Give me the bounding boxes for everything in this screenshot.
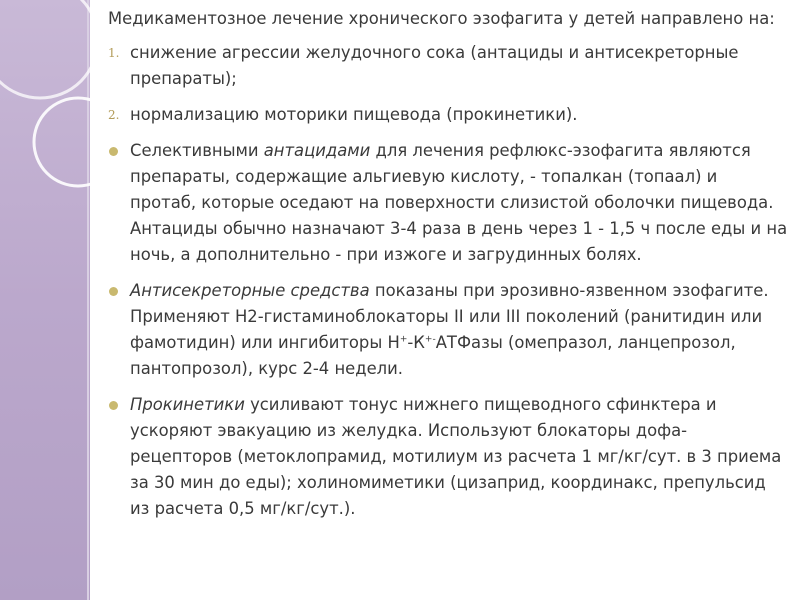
- slide-content: [108, 6, 788, 522]
- bullet-dot-icon: [109, 287, 118, 296]
- bullet-dot-icon: [109, 147, 118, 156]
- numbered-item-1: [108, 40, 788, 92]
- bullet-2-sup-1: +: [399, 334, 408, 345]
- bullet-2-emphasis: Антисекреторные средства: [130, 281, 370, 300]
- bullet-2-sup-2: +-: [424, 334, 436, 345]
- bullet-3-text: усиливают тонус нижнего пищеводного сфинктера и ускоряют эвакуацию из желудка. Используют блокаторы дофа-рецепторов (метоклопрамид, мотилиум из расчета 1 мг/кг/сут. в 3 приема за 30 мин до еды); холиномиметики (цизаприд, координакс, препульсид из расчета 0,5 мг/кг/сут.).: [130, 395, 782, 518]
- bullet-3-emphasis: Прокинетики: [130, 395, 245, 414]
- bullet-2-text-1: показаны при эрозивно-язвенном эзофагите. Применяют Н2-гистаминоблокаторы II или III поколений (ранитидин или фамотидин) или ингибиторы Н: [130, 281, 769, 352]
- number-marker-1: 1.: [108, 46, 120, 60]
- bullet-1-text-rest: для лечения рефлюкс-эзофагита являются препараты, содержащие альгиевую кислоту, - топалкан (топаал) и протаб, которые оседают на поверхности слизистой оболочки пищевода. Антациды обычно назначают 3-4 раза в день через 1 - 1,5 ч после еды и на ночь, а дополнительно - при изжоге и загрудинных болях.: [130, 141, 788, 264]
- bullet-item-antisecretory: [108, 278, 788, 382]
- numbered-item-2-text: нормализацию моторики пищевода (прокинетики).: [130, 105, 578, 124]
- number-marker-2: 2.: [108, 108, 120, 122]
- bullet-item-prokinetics: [108, 392, 788, 522]
- numbered-item-2: [108, 102, 788, 128]
- bullet-dot-icon: [109, 401, 118, 410]
- bullet-1-emphasis: антацидами: [263, 141, 371, 160]
- bullet-2-text-2: -К: [407, 333, 425, 352]
- numbered-item-1-text: снижение агрессии желудочного сока (антациды и антисекреторные препараты);: [130, 43, 739, 88]
- slide-heading: Медикаментозное лечение хронического эзофагита у детей направлено на:: [108, 9, 775, 28]
- bullet-item-antacids: [108, 138, 788, 268]
- bullet-2-text-3: АТФазы (омепразол, ланцепрозол, пантопрозол), курс 2-4 недели.: [130, 333, 736, 378]
- bullet-1-text-start: Селективными: [130, 141, 264, 160]
